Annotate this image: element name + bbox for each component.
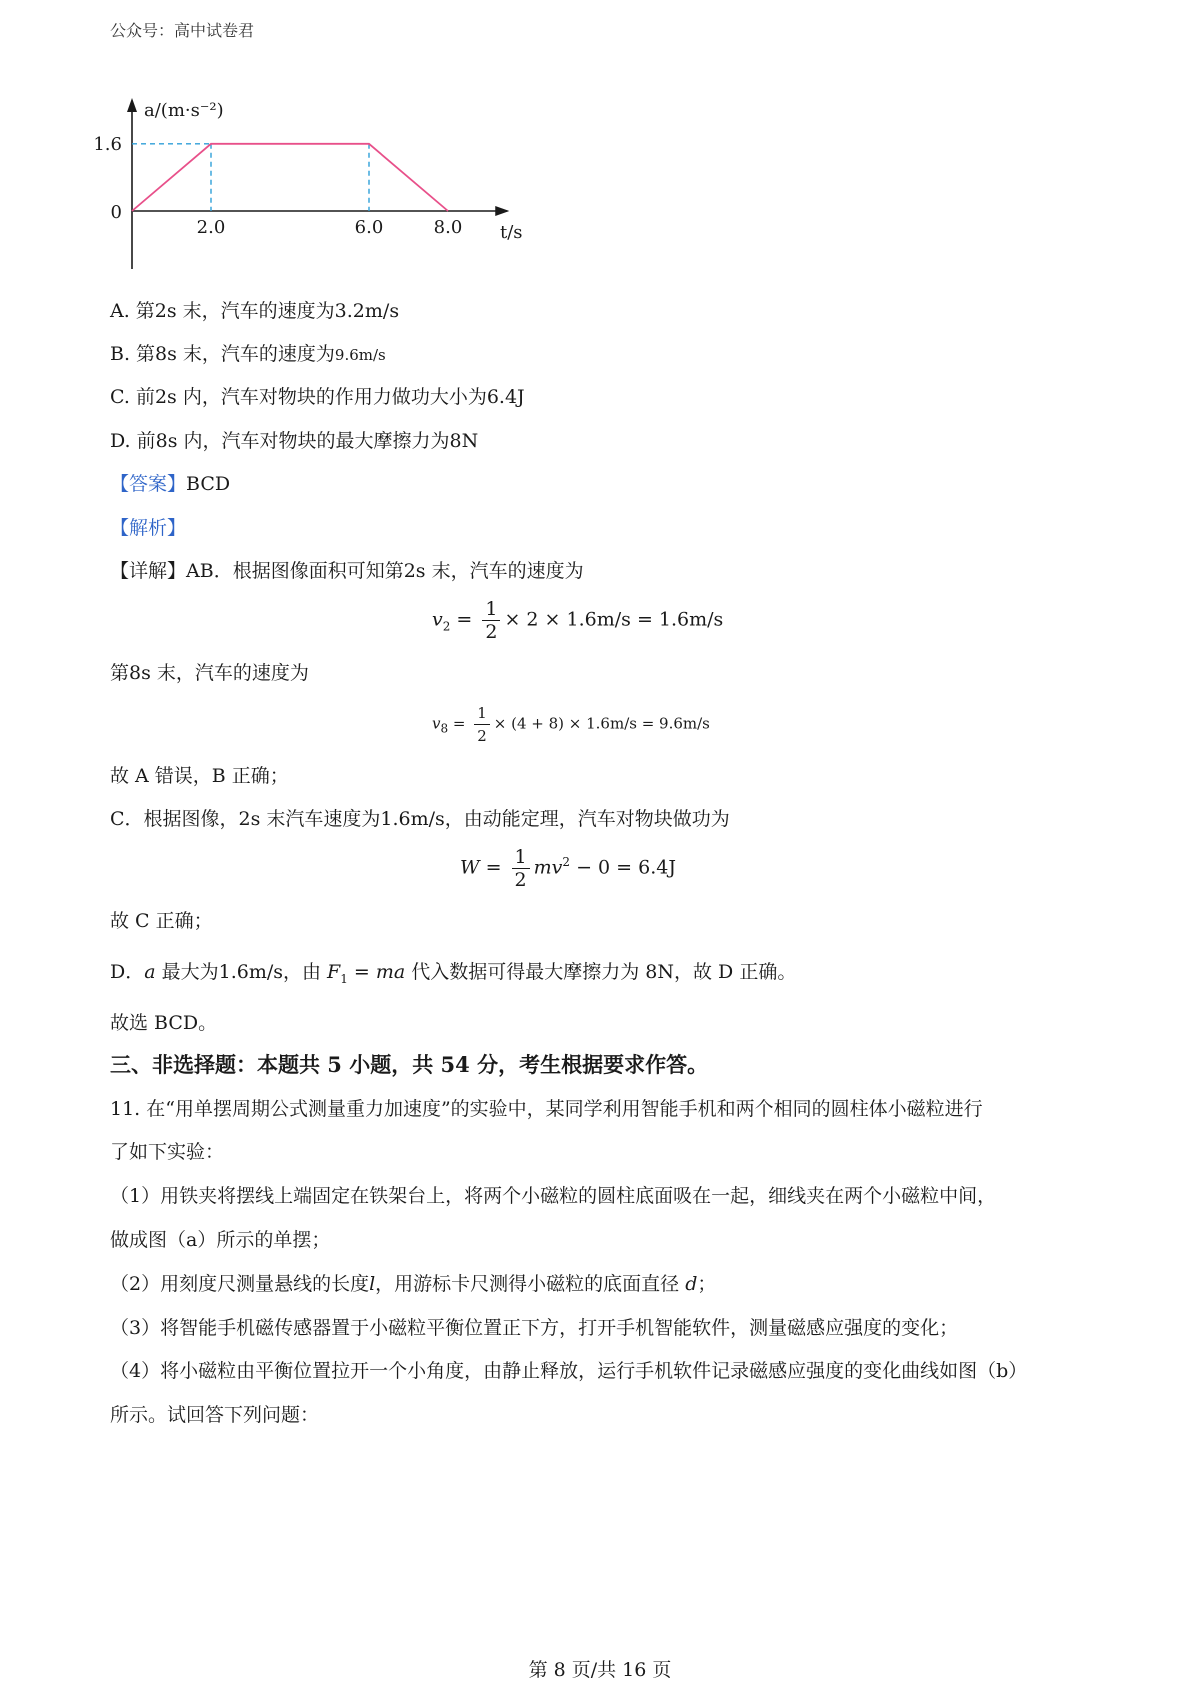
q11-step2-text-a: （2）用刻度尺测量悬线的长度 <box>110 1273 370 1295</box>
q11-step1-line1: （1）用铁夹将摆线上端固定在铁架台上，将两个小磁粒的圆柱底面吸在一起，细线夹在两个小磁粒中间， <box>110 1185 997 1207</box>
y-axis-label: a/(m·s⁻²) <box>144 100 224 121</box>
x-axis-label: t/s <box>499 222 523 243</box>
fraction-den: 2 <box>477 727 487 745</box>
option-b-value: 9.6m/s <box>334 346 386 364</box>
detail-v8-intro: 第8s 末，汽车的速度为 <box>110 662 309 684</box>
detail-ab-text: AB．根据图像面积可知第2s 末，汽车的速度为 <box>186 560 584 582</box>
fraction-num: 1 <box>474 702 490 725</box>
y-axis-arrow <box>127 98 137 112</box>
option-a: A. 第2s 末，汽车的速度为3.2m/s <box>110 300 400 322</box>
acceleration-series-line <box>132 144 448 211</box>
answer-line <box>110 471 230 497</box>
option-c: C. 前2s 内，汽车对物块的作用力做功大小为6.4J <box>110 386 525 408</box>
q11-step4-line1: （4）将小磁粒由平衡位置拉开一个小角度，由静止释放，运行手机软件记录磁感应强度的变化曲线如图（b） <box>110 1360 1028 1382</box>
x-tick-label: 8.0 <box>433 217 463 238</box>
detail-d-f: F <box>327 961 341 983</box>
detail-c-conclusion: 故 C 正确； <box>110 910 213 932</box>
formula-work: W = $\frac{1}{2}$ $mv^2 - 0 = 6.4J$ <box>460 846 676 891</box>
analysis-label: 【解析】 <box>110 517 187 539</box>
fraction-num: 1 <box>482 598 500 621</box>
option-b-text: B. 第8s 末，汽车的速度为 <box>110 343 335 365</box>
q11-step2-l: l <box>369 1273 376 1295</box>
formula-work-fraction <box>512 846 530 891</box>
detail-tag: 【详解】 <box>110 560 187 582</box>
answer-tag: 【答案】 <box>110 473 187 495</box>
formula-work-mv: mv <box>533 856 563 879</box>
detail-c-intro: C．根据图像，2s 末汽车速度为1.6m/s，由动能定理，汽车对物块做功为 <box>110 808 730 830</box>
fraction-num: 1 <box>512 846 530 869</box>
formula-work-sup: 2 <box>562 855 571 870</box>
q11-step2-text-c: ； <box>697 1273 717 1295</box>
detail-ab-intro <box>110 558 584 584</box>
page-header: 公众号：高中试卷君 <box>110 21 255 40</box>
answer-value: BCD <box>186 473 231 495</box>
q11-step2-d: d <box>685 1273 698 1295</box>
detail-d-text: 最大为1.6m/s，由 <box>155 961 328 983</box>
fraction-den: 2 <box>485 621 498 643</box>
detail-ab-conclusion: 故 A 错误，B 正确； <box>110 765 289 787</box>
fraction-den: 2 <box>514 869 527 891</box>
q11-step2 <box>110 1271 716 1297</box>
detail-d-ma: ma <box>375 961 406 983</box>
analysis-tag <box>110 515 186 541</box>
detail-d <box>110 959 796 992</box>
section-3-title: 三、非选择题：本题共 5 小题，共 54 分，考生根据要求作答。 <box>110 1052 709 1077</box>
formula-v2: $v_2$ = $\frac{1}{2}$ × 2 × 1.6m/s = 1.6m/s <box>432 598 724 643</box>
x-tick-label: 6.0 <box>354 217 384 238</box>
acceleration-time-chart <box>93 90 580 290</box>
formula-v8-symbol: v <box>432 714 441 733</box>
detail-d-a: a <box>144 961 156 983</box>
formula-work-rhs: − 0 = 6.4J <box>576 856 676 879</box>
formula-v8-sub: 8 <box>440 721 449 736</box>
option-d: D. 前8s 内，汽车对物块的最大摩擦力为8N <box>110 430 479 452</box>
q11-step3: （3）将智能手机磁传感器置于小磁粒平衡位置正下方，打开手机智能软件，测量磁感应强度的变化； <box>110 1317 959 1339</box>
q11-step2-text-b: ，用游标卡尺测得小磁粒的底面直径 <box>375 1273 686 1295</box>
x-tick-label: 2.0 <box>196 217 226 238</box>
detail-d-rest: 代入数据可得最大摩擦力为 8N，故 D 正确。 <box>405 961 797 983</box>
formula-v2-rhs: × 2 × 1.6m/s = 1.6m/s <box>504 608 724 631</box>
y-tick-label: 1.6 <box>93 133 122 155</box>
q11-line-1: 11. 在“用单摆周期公式测量重力加速度”的实验中，某同学利用智能手机和两个相同的圆柱体小磁粒进行 <box>110 1098 983 1120</box>
q11-line-2: 了如下实验： <box>110 1141 225 1163</box>
option-b <box>110 341 386 368</box>
q11-step4-line2: 所示。试回答下列问题： <box>110 1404 320 1426</box>
detail-d-label: D． <box>110 961 145 983</box>
formula-v2-sub: 2 <box>442 619 451 634</box>
q11-step1-line2: 做成图（a）所示的单摆； <box>110 1229 331 1251</box>
formula-v2-fraction <box>482 598 500 643</box>
page-footer: 第 8 页/共 16 页 <box>528 1659 672 1681</box>
origin-label: 0 <box>110 202 122 223</box>
formula-v8-fraction <box>474 702 490 747</box>
formula-v2-symbol: v <box>432 608 443 631</box>
x-axis-arrow <box>495 206 509 216</box>
detail-d-eq: = <box>347 961 376 983</box>
formula-work-symbol: W <box>460 856 480 879</box>
formula-v8: $v_8$ = $\frac{1}{2}$ × (4 + 8) × 1.6m/s = 9.6m/s <box>432 704 710 745</box>
formula-v8-rhs: × (4 + 8) × 1.6m/s = 9.6m/s <box>493 714 710 733</box>
detail-final: 故选 BCD。 <box>110 1012 218 1034</box>
detail-d-f-sub: 1 <box>340 971 348 986</box>
